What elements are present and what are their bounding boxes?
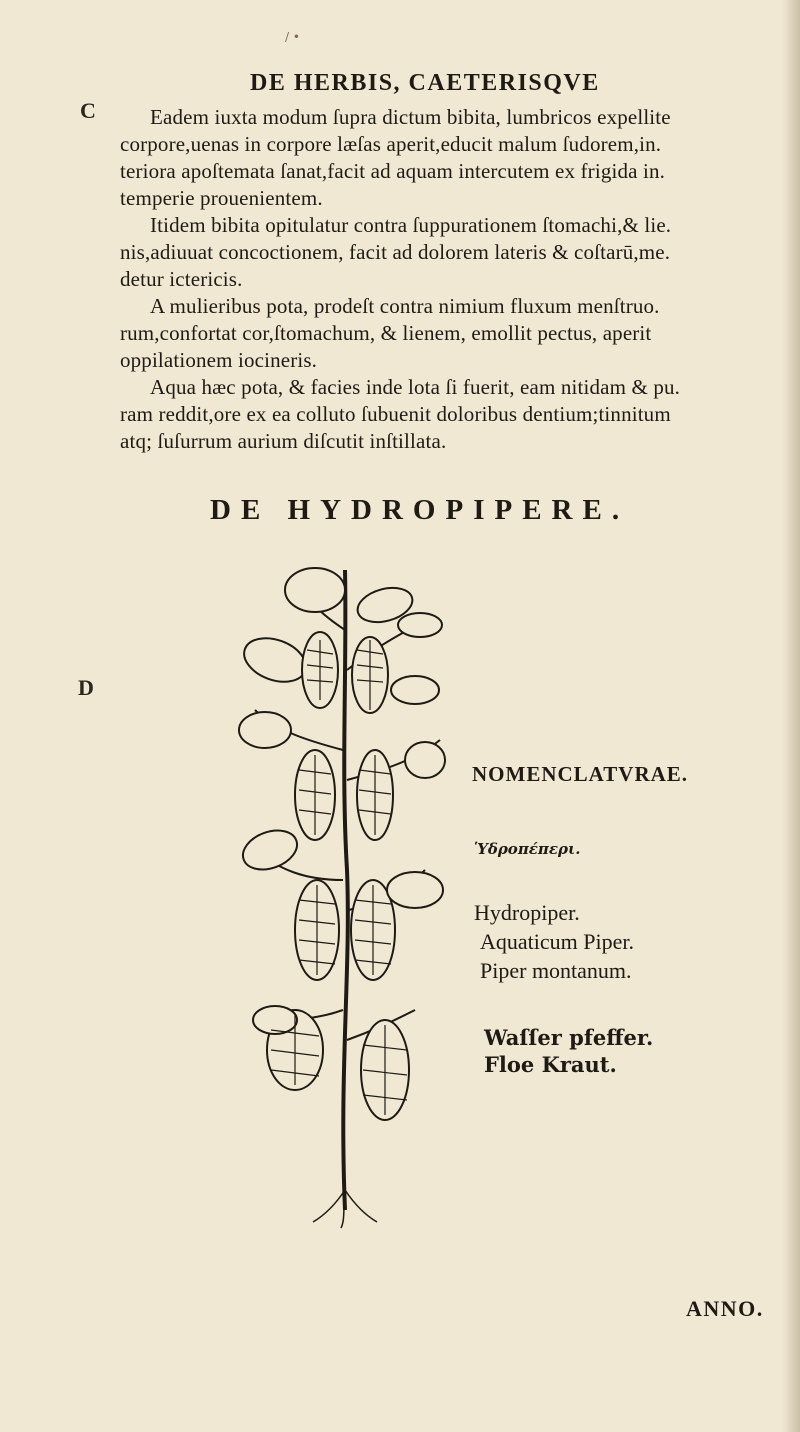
catchword: ANNO. (686, 1296, 764, 1321)
text-line: temperie prouenientem. (120, 186, 323, 210)
text-line: ram reddit,ore ex ea colluto ſubuenit doloribus dentium;tinnitum (120, 402, 671, 426)
ink-speck: / • (285, 30, 300, 44)
margin-letter-d: D (78, 675, 94, 700)
section-title: DE HYDROPIPERE. (210, 494, 630, 526)
german-name: Floe Kraut. (484, 1052, 617, 1077)
text-line: Itidem bibita opitulatur contra ſuppurationem ſtomachi,& lie. (150, 213, 672, 237)
margin-letter-c: C (80, 98, 96, 123)
latin-names (474, 898, 634, 985)
text-line: corpore,uenas in corpore læſas aperit,educit malum ſudorem,in. (120, 132, 662, 156)
text-line: Eadem iuxta modum ſupra dictum bibita, lumbricos expellite (150, 105, 671, 129)
greek-name: Ὑδροπέπερι. (474, 840, 581, 858)
german-name: Waſſer pfeffer. (484, 1025, 654, 1050)
body-text (120, 104, 792, 455)
text-line: rum,confortat cor,ſtomachum, & lienem, emollit pectus, aperit (120, 321, 652, 345)
nomenclature-title: NOMENCLATVRAE. (472, 762, 689, 786)
text-line: oppilationem iocineris. (120, 348, 318, 372)
german-names (484, 1024, 653, 1078)
latin-name: Piper montanum. (480, 958, 632, 983)
text-line: teriora apoſtemata ſanat,facit ad aquam intercutem ex frigida in. (120, 159, 666, 183)
plant-woodcut-illustration (235, 550, 455, 1230)
text-line: A mulieribus pota, prodeſt contra nimium fluxum menſtruo. (150, 294, 660, 318)
text-line: atq; ſuſurrum aurium diſcutit inſtillata. (120, 429, 447, 453)
latin-name: Hydropiper. (474, 900, 580, 925)
running-head: DE HERBIS, CAETERISQVE (250, 70, 600, 96)
latin-name: Aquaticum Piper. (480, 929, 634, 954)
text-line: detur ictericis. (120, 267, 243, 291)
text-line: Aqua hæc pota, & facies inde lota ſi fuerit, eam nitidam & pu. (150, 375, 681, 399)
text-line: nis,adiuuat concoctionem, facit ad dolorem lateris & coſtarū,me. (120, 240, 671, 264)
